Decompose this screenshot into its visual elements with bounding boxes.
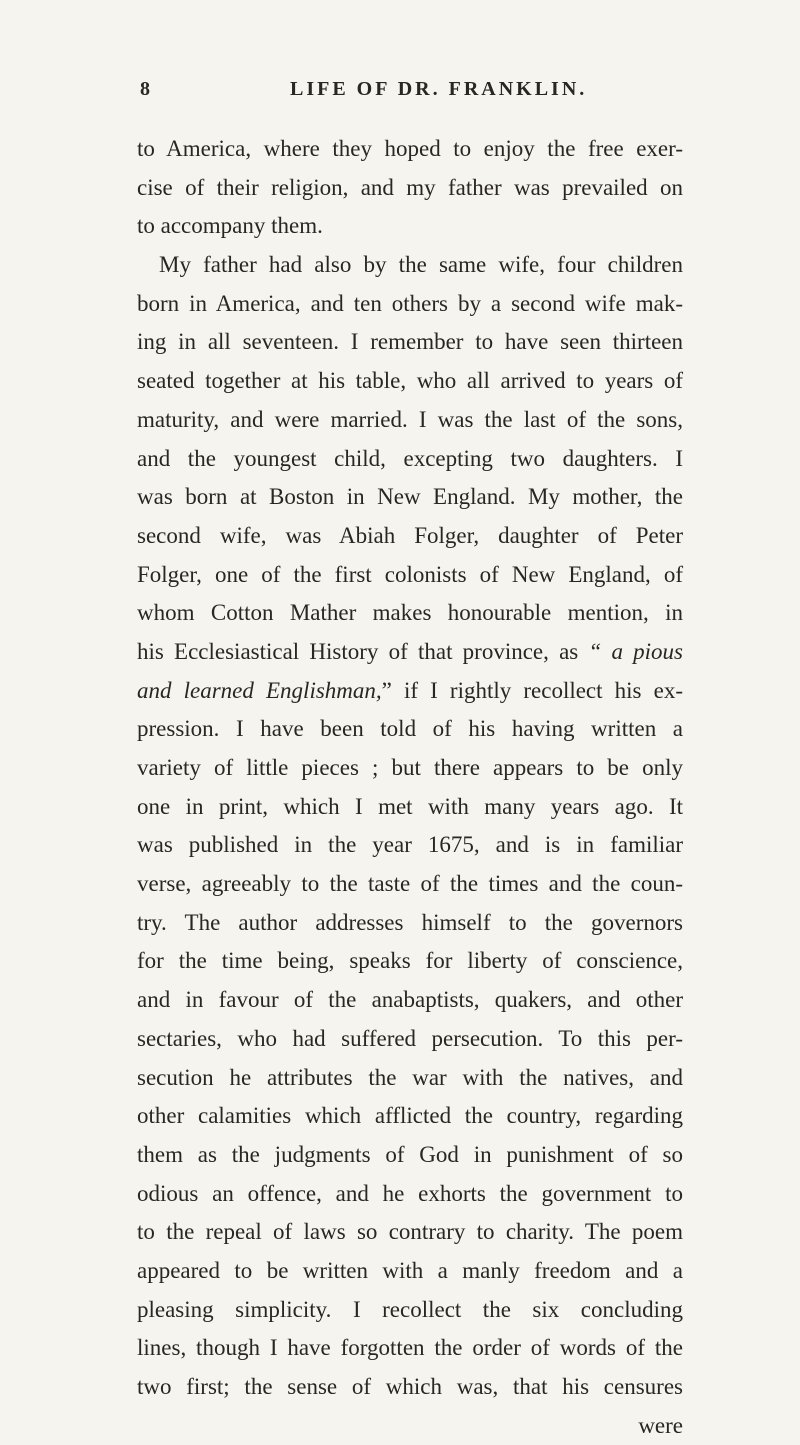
text-line: and the youngest child, excepting two daughters. I: [137, 445, 683, 471]
text-fragment: ” if I rightly recollect his ex-: [381, 677, 683, 703]
text-line: verse, agreeably to the taste of the times and the coun-: [137, 871, 683, 897]
text-line: to accompany them.: [137, 213, 323, 239]
text-line: appeared to be written with a manly freedom and a: [137, 1257, 683, 1283]
page-header: [140, 78, 680, 108]
text-line: whom Cotton Mather makes honourable mention, in: [137, 600, 683, 626]
text-line: My father had also by the same wife, four children: [159, 252, 683, 278]
text-line: to the repeal of laws so contrary to charity. The poem: [137, 1219, 683, 1245]
text-line: odious an offence, and he exhorts the government to: [137, 1180, 683, 1206]
text-line: second wife, was Abiah Folger, daughter of Peter: [137, 522, 683, 548]
text-line: born in America, and ten others by a second wife mak-: [137, 290, 683, 316]
text-line-with-quote: [137, 633, 683, 672]
text-line: variety of little pieces ; but there appears to be only: [137, 755, 683, 780]
text-line: was born at Boston in New England. My mother, the: [137, 484, 683, 510]
text-line: and in favour of the anabaptists, quakers, and other: [137, 987, 683, 1013]
body-text: [137, 130, 683, 1445]
text-line: lines, though I have forgotten the order of words of the: [137, 1335, 683, 1361]
text-line: for the time being, speaks for liberty of conscience,: [137, 948, 683, 974]
page-number: 8: [140, 78, 150, 100]
text-line: ing in all seventeen. I remember to have seen thirteen: [137, 329, 683, 355]
text-fragment: his Ecclesiastical History of that province, as: [137, 638, 579, 664]
text-line: secution he attributes the war with the natives, and: [137, 1064, 683, 1090]
text-line: cise of their religion, and my father was prevailed on: [137, 174, 683, 200]
italic-fragment: “ a pious: [588, 638, 683, 664]
text-line: sectaries, who had suffered persecution. To this per-: [137, 1025, 683, 1051]
text-line: to America, where they hoped to enjoy the free exer-: [137, 136, 683, 161]
text-line: seated together at his table, who all arrived to years of: [137, 368, 683, 394]
text-line: them as the judgments of God in punishment of so: [137, 1141, 683, 1167]
text-line-with-quote: [137, 672, 683, 711]
text-line: try. The author addresses himself to the governors: [137, 909, 683, 935]
text-line: two first; the sense of which was, that his censures: [137, 1374, 683, 1399]
text-line: was published in the year 1675, and is in familiar: [137, 832, 683, 858]
text-line: pleasing simplicity. I recollect the six concluding: [137, 1296, 683, 1322]
text-line: pression. I have been told of his having written a: [137, 716, 683, 742]
text-line: maturity, and were married. I was the last of the sons,: [137, 406, 683, 432]
running-head: LIFE OF DR. FRANKLIN.: [290, 78, 588, 100]
italic-fragment: and learned Englishman,: [137, 677, 382, 703]
catchword: were: [638, 1412, 683, 1438]
text-line: Folger, one of the first colonists of New England, of: [137, 561, 683, 587]
text-line: other calamities which afflicted the country, regarding: [137, 1103, 683, 1129]
text-line: one in print, which I met with many years ago. It: [137, 793, 683, 819]
